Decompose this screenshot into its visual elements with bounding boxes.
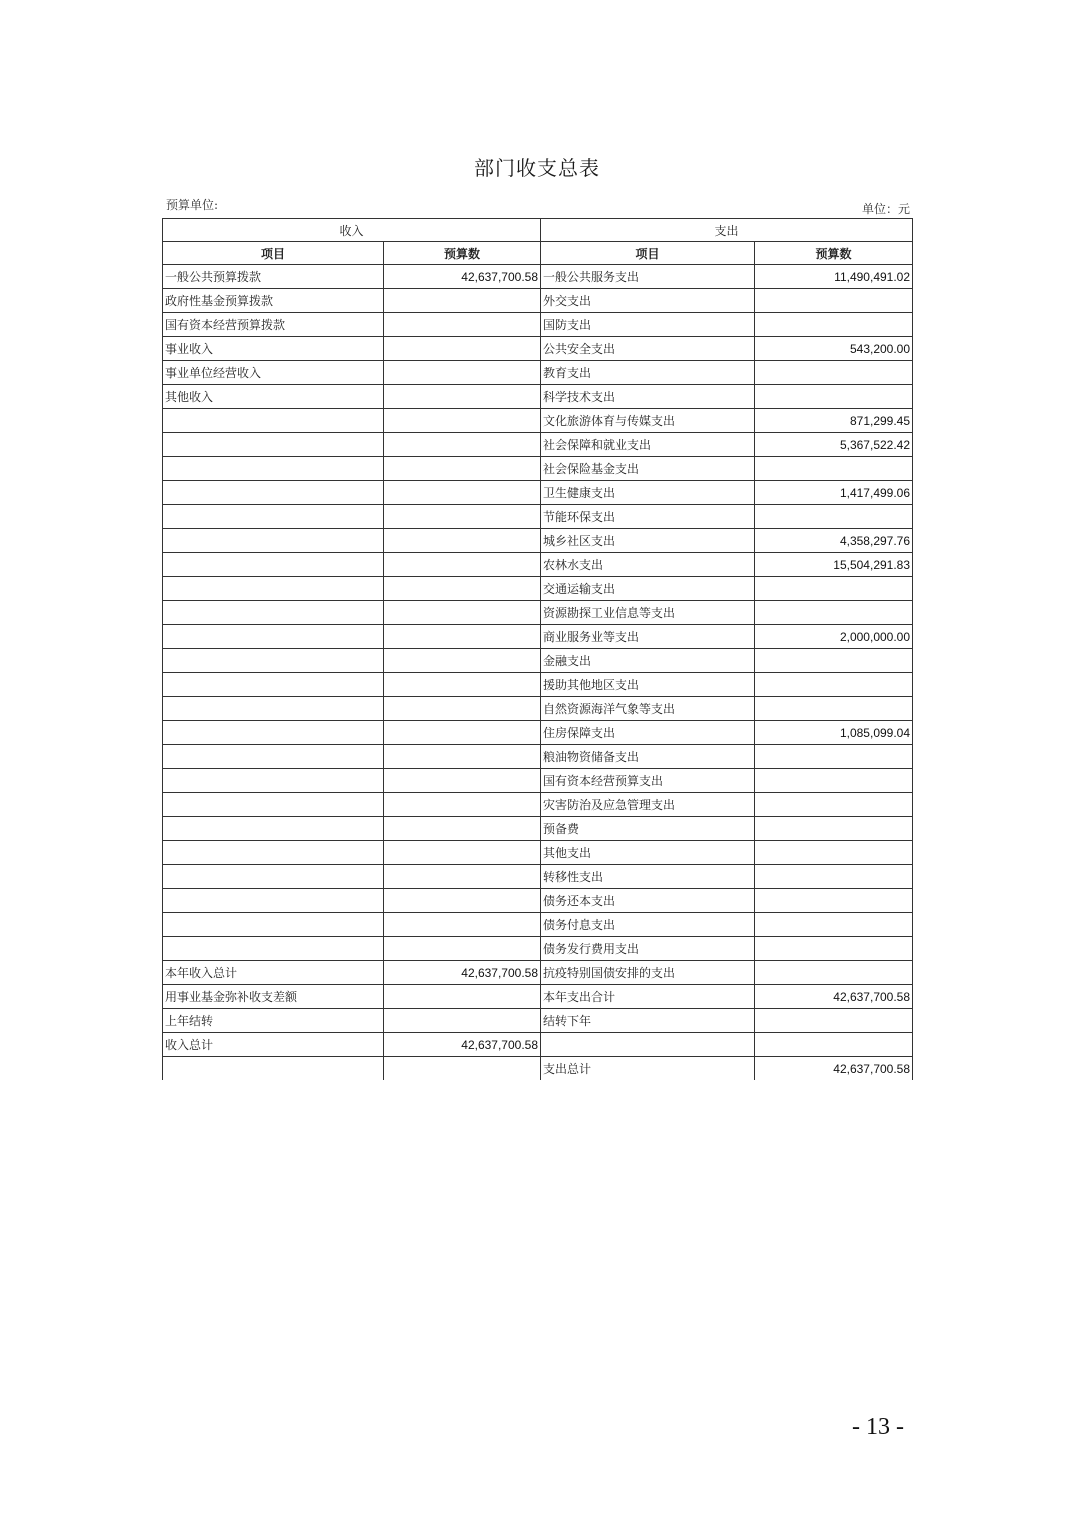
table-row bbox=[163, 841, 913, 865]
expense-item-cell: 外交支出 bbox=[541, 289, 755, 313]
income-item-cell bbox=[163, 577, 384, 601]
income-amount-cell bbox=[384, 481, 541, 505]
expense-amount-cell: 15,504,291.83 bbox=[755, 553, 913, 577]
table-row bbox=[163, 673, 913, 697]
income-item-cell bbox=[163, 817, 384, 841]
expense-header: 支出 bbox=[541, 219, 913, 242]
expense-amount-cell: 871,299.45 bbox=[755, 409, 913, 433]
income-item-cell bbox=[163, 673, 384, 697]
expense-amount-cell: 11,490,491.02 bbox=[755, 265, 913, 289]
income-item-cell bbox=[163, 457, 384, 481]
income-item-cell bbox=[163, 649, 384, 673]
expense-item-cell: 卫生健康支出 bbox=[541, 481, 755, 505]
table-row bbox=[163, 1009, 913, 1033]
expense-amount-cell bbox=[755, 937, 913, 961]
expense-item-cell: 农林水支出 bbox=[541, 553, 755, 577]
income-item-cell: 其他收入 bbox=[163, 385, 384, 409]
expense-item-cell: 预备费 bbox=[541, 817, 755, 841]
expense-item-cell: 国有资本经营预算支出 bbox=[541, 769, 755, 793]
income-amount-cell bbox=[384, 409, 541, 433]
table-row bbox=[163, 577, 913, 601]
expense-item-cell: 债务还本支出 bbox=[541, 889, 755, 913]
income-item-cell: 本年收入总计 bbox=[163, 961, 384, 985]
expense-amount-cell bbox=[755, 865, 913, 889]
table-row bbox=[163, 793, 913, 817]
table-row bbox=[163, 625, 913, 649]
table-row bbox=[163, 1057, 913, 1081]
table-row bbox=[163, 313, 913, 337]
table-row bbox=[163, 481, 913, 505]
income-amount-cell bbox=[384, 601, 541, 625]
income-amount-cell: 42,637,700.58 bbox=[384, 265, 541, 289]
expense-amount-cell bbox=[755, 601, 913, 625]
income-amount-cell bbox=[384, 769, 541, 793]
income-item-cell: 事业收入 bbox=[163, 337, 384, 361]
income-amount-cell bbox=[384, 673, 541, 697]
expense-item-cell: 灾害防治及应急管理支出 bbox=[541, 793, 755, 817]
expense-item-cell bbox=[541, 1033, 755, 1057]
income-amount-cell bbox=[384, 457, 541, 481]
table-row bbox=[163, 361, 913, 385]
table-row bbox=[163, 457, 913, 481]
income-amount-cell bbox=[384, 361, 541, 385]
table-row bbox=[163, 409, 913, 433]
table-row bbox=[163, 985, 913, 1009]
income-item-cell bbox=[163, 481, 384, 505]
income-item-cell bbox=[163, 721, 384, 745]
expense-item-cell: 节能环保支出 bbox=[541, 505, 755, 529]
expense-amount-cell bbox=[755, 361, 913, 385]
income-item-cell bbox=[163, 625, 384, 649]
expense-amount-cell bbox=[755, 889, 913, 913]
expense-item-cell: 住房保障支出 bbox=[541, 721, 755, 745]
table-row bbox=[163, 865, 913, 889]
expense-budget-header: 预算数 bbox=[755, 242, 913, 265]
income-item-cell bbox=[163, 889, 384, 913]
expense-amount-cell bbox=[755, 769, 913, 793]
expense-amount-cell: 42,637,700.58 bbox=[755, 1057, 913, 1081]
expense-item-cell: 支出总计 bbox=[541, 1057, 755, 1081]
table-row bbox=[163, 769, 913, 793]
expense-item-cell: 教育支出 bbox=[541, 361, 755, 385]
expense-amount-cell: 1,417,499.06 bbox=[755, 481, 913, 505]
expense-item-cell: 科学技术支出 bbox=[541, 385, 755, 409]
table-row bbox=[163, 817, 913, 841]
income-amount-cell bbox=[384, 577, 541, 601]
expense-item-cell: 公共安全支出 bbox=[541, 337, 755, 361]
income-amount-cell bbox=[384, 1057, 541, 1081]
income-amount-cell bbox=[384, 889, 541, 913]
income-amount-cell bbox=[384, 313, 541, 337]
table-row bbox=[163, 961, 913, 985]
expense-amount-cell bbox=[755, 1009, 913, 1033]
income-amount-cell bbox=[384, 721, 541, 745]
income-item-cell bbox=[163, 601, 384, 625]
budget-unit-label: 预算单位: bbox=[166, 198, 219, 212]
expense-item-cell: 结转下年 bbox=[541, 1009, 755, 1033]
expense-amount-cell bbox=[755, 961, 913, 985]
income-amount-cell bbox=[384, 337, 541, 361]
income-item-cell bbox=[163, 409, 384, 433]
expense-amount-cell bbox=[755, 649, 913, 673]
expense-amount-cell bbox=[755, 313, 913, 337]
income-amount-cell bbox=[384, 793, 541, 817]
expense-amount-cell bbox=[755, 913, 913, 937]
income-amount-cell bbox=[384, 625, 541, 649]
income-item-cell bbox=[163, 697, 384, 721]
income-amount-cell bbox=[384, 529, 541, 553]
table-body bbox=[163, 265, 913, 1081]
income-expense-table bbox=[162, 218, 913, 1080]
income-item-cell: 政府性基金预算拨款 bbox=[163, 289, 384, 313]
page-title: 部门收支总表 bbox=[474, 156, 600, 180]
table-column-header-row bbox=[163, 242, 913, 265]
income-amount-cell bbox=[384, 649, 541, 673]
expense-amount-cell: 4,358,297.76 bbox=[755, 529, 913, 553]
expense-amount-cell bbox=[755, 577, 913, 601]
income-amount-cell bbox=[384, 817, 541, 841]
income-item-cell bbox=[163, 793, 384, 817]
income-item-cell: 事业单位经营收入 bbox=[163, 361, 384, 385]
table-row bbox=[163, 721, 913, 745]
expense-item-cell: 其他支出 bbox=[541, 841, 755, 865]
income-amount-cell bbox=[384, 505, 541, 529]
income-item-cell: 收入总计 bbox=[163, 1033, 384, 1057]
expense-item-cell: 资源勘探工业信息等支出 bbox=[541, 601, 755, 625]
currency-unit-label: 单位：元 bbox=[861, 202, 910, 216]
table-row bbox=[163, 385, 913, 409]
income-amount-cell: 42,637,700.58 bbox=[384, 961, 541, 985]
expense-item-cell: 一般公共服务支出 bbox=[541, 265, 755, 289]
table-row bbox=[163, 937, 913, 961]
table-row bbox=[163, 913, 913, 937]
expense-amount-cell bbox=[755, 697, 913, 721]
expense-amount-cell bbox=[755, 841, 913, 865]
expense-amount-cell bbox=[755, 457, 913, 481]
income-item-cell: 上年结转 bbox=[163, 1009, 384, 1033]
expense-amount-cell bbox=[755, 745, 913, 769]
expense-item-cell: 抗疫特别国债安排的支出 bbox=[541, 961, 755, 985]
income-item-cell bbox=[163, 433, 384, 457]
expense-amount-cell bbox=[755, 793, 913, 817]
table-row bbox=[163, 601, 913, 625]
expense-item-cell: 金融支出 bbox=[541, 649, 755, 673]
table-row bbox=[163, 289, 913, 313]
expense-item-cell: 本年支出合计 bbox=[541, 985, 755, 1009]
income-item-cell bbox=[163, 937, 384, 961]
expense-amount-cell bbox=[755, 817, 913, 841]
expense-item-cell: 社会保障和就业支出 bbox=[541, 433, 755, 457]
expense-amount-cell bbox=[755, 289, 913, 313]
expense-amount-cell: 42,637,700.58 bbox=[755, 985, 913, 1009]
table-row bbox=[163, 553, 913, 577]
income-item-cell bbox=[163, 769, 384, 793]
income-item-cell bbox=[163, 505, 384, 529]
table-row bbox=[163, 265, 913, 289]
expense-item-cell: 商业服务业等支出 bbox=[541, 625, 755, 649]
income-budget-header: 预算数 bbox=[384, 242, 541, 265]
budget-sheet bbox=[162, 138, 912, 1084]
expense-item-cell: 粮油物资储备支出 bbox=[541, 745, 755, 769]
income-item-cell bbox=[163, 745, 384, 769]
expense-amount-cell bbox=[755, 1033, 913, 1057]
income-amount-cell bbox=[384, 865, 541, 889]
table-row bbox=[163, 1033, 913, 1057]
income-amount-cell bbox=[384, 937, 541, 961]
income-amount-cell bbox=[384, 289, 541, 313]
expense-item-header: 项目 bbox=[541, 242, 755, 265]
income-item-cell bbox=[163, 1057, 384, 1081]
income-amount-cell bbox=[384, 913, 541, 937]
expense-item-cell: 国防支出 bbox=[541, 313, 755, 337]
income-item-cell: 一般公共预算拨款 bbox=[163, 265, 384, 289]
income-amount-cell bbox=[384, 433, 541, 457]
expense-amount-cell bbox=[755, 673, 913, 697]
income-item-cell: 用事业基金弥补收支差额 bbox=[163, 985, 384, 1009]
table-row bbox=[163, 433, 913, 457]
expense-amount-cell bbox=[755, 385, 913, 409]
expense-item-cell: 援助其他地区支出 bbox=[541, 673, 755, 697]
income-amount-cell bbox=[384, 1009, 541, 1033]
income-item-cell bbox=[163, 841, 384, 865]
table-row bbox=[163, 529, 913, 553]
table-group-header-row bbox=[163, 219, 913, 242]
income-item-header: 项目 bbox=[163, 242, 384, 265]
expense-amount-cell: 2,000,000.00 bbox=[755, 625, 913, 649]
expense-item-cell: 社会保险基金支出 bbox=[541, 457, 755, 481]
income-amount-cell bbox=[384, 745, 541, 769]
expense-amount-cell: 5,367,522.42 bbox=[755, 433, 913, 457]
page-number: - 13 - bbox=[852, 1414, 904, 1440]
expense-amount-cell: 1,085,099.04 bbox=[755, 721, 913, 745]
income-amount-cell bbox=[384, 985, 541, 1009]
expense-item-cell: 债务付息支出 bbox=[541, 913, 755, 937]
expense-item-cell: 债务发行费用支出 bbox=[541, 937, 755, 961]
expense-item-cell: 城乡社区支出 bbox=[541, 529, 755, 553]
income-item-cell bbox=[163, 529, 384, 553]
table-row bbox=[163, 649, 913, 673]
expense-amount-cell bbox=[755, 505, 913, 529]
income-amount-cell bbox=[384, 553, 541, 577]
income-item-cell bbox=[163, 865, 384, 889]
table-row bbox=[163, 697, 913, 721]
income-item-cell bbox=[163, 553, 384, 577]
income-amount-cell bbox=[384, 841, 541, 865]
income-amount-cell bbox=[384, 385, 541, 409]
expense-amount-cell: 543,200.00 bbox=[755, 337, 913, 361]
income-item-cell bbox=[163, 913, 384, 937]
expense-item-cell: 自然资源海洋气象等支出 bbox=[541, 697, 755, 721]
expense-item-cell: 文化旅游体育与传媒支出 bbox=[541, 409, 755, 433]
table-row bbox=[163, 505, 913, 529]
expense-item-cell: 交通运输支出 bbox=[541, 577, 755, 601]
income-item-cell: 国有资本经营预算拨款 bbox=[163, 313, 384, 337]
table-row bbox=[163, 745, 913, 769]
table-row bbox=[163, 889, 913, 913]
expense-item-cell: 转移性支出 bbox=[541, 865, 755, 889]
income-amount-cell bbox=[384, 697, 541, 721]
table-row bbox=[163, 337, 913, 361]
income-header: 收入 bbox=[163, 219, 541, 242]
income-amount-cell: 42,637,700.58 bbox=[384, 1033, 541, 1057]
